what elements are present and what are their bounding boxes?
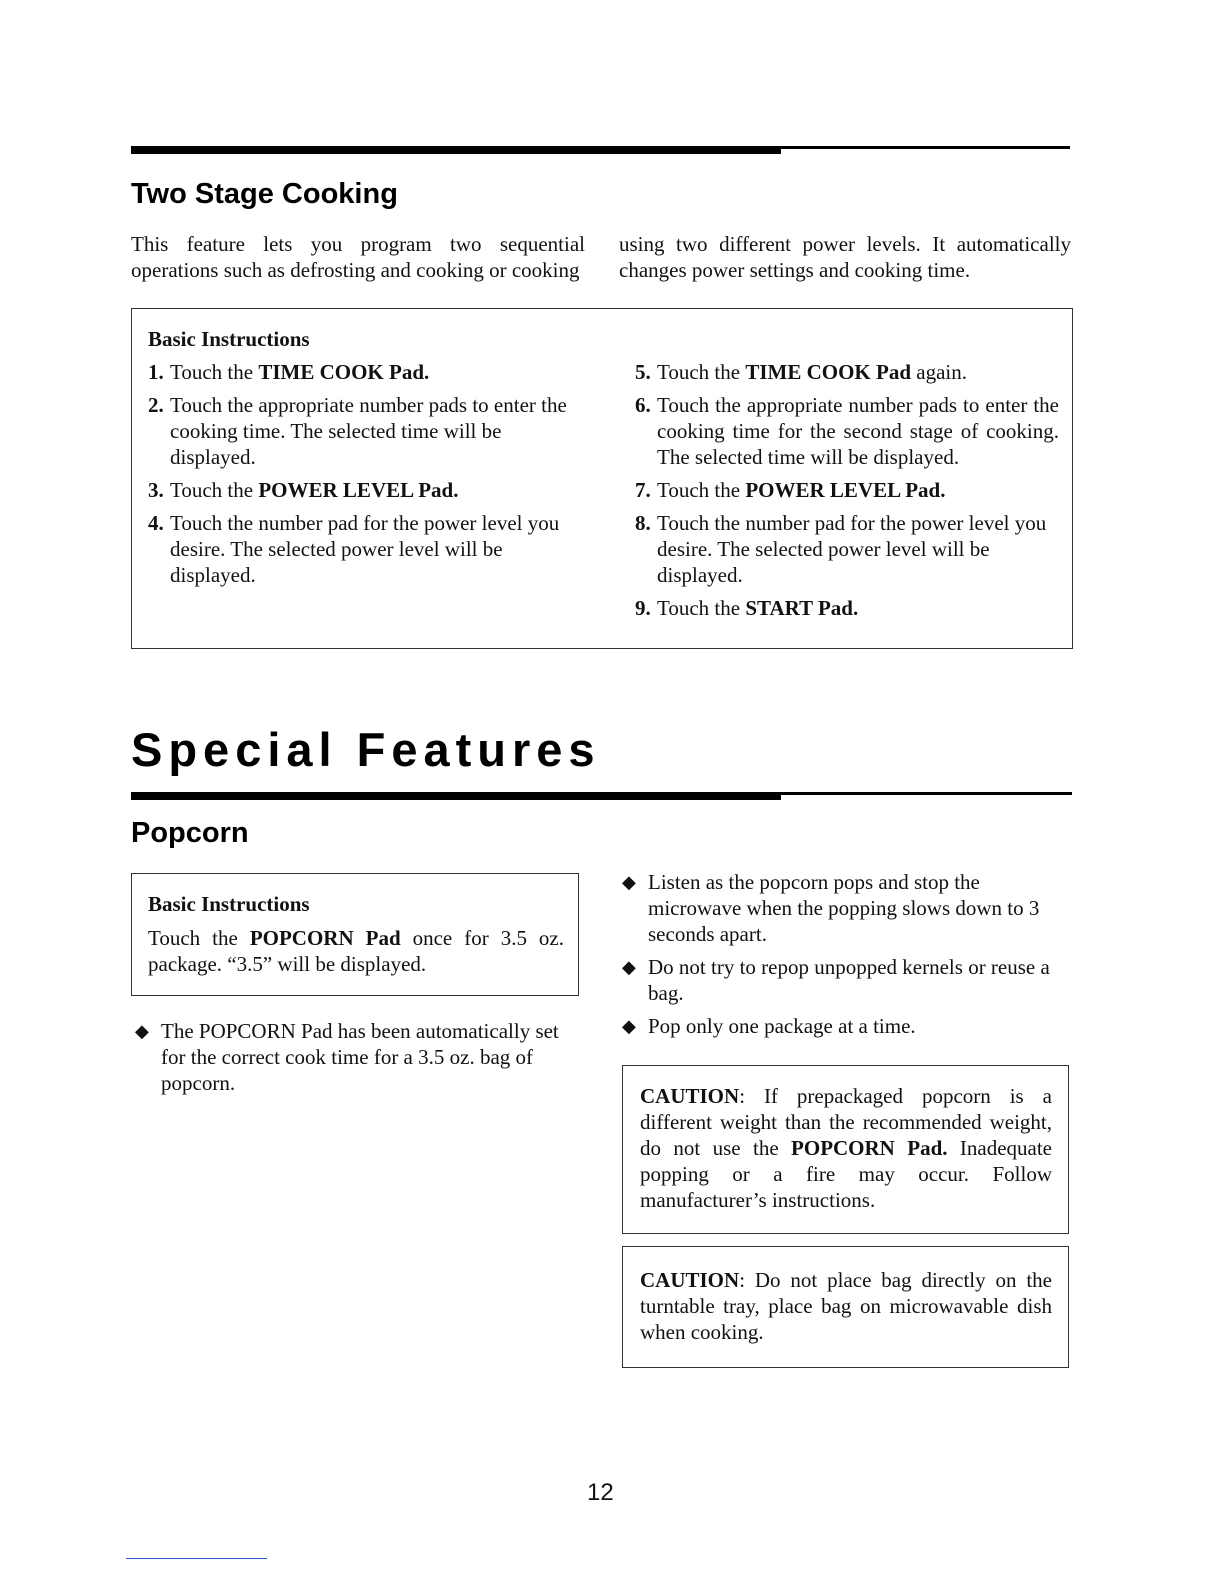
diamond-bullet-icon: ◆ xyxy=(135,1021,149,1041)
step-2: 2. Touch the appropriate number pads to enter the cooking time. The selected time will be displayed. xyxy=(148,393,567,469)
step-6: 6. Touch the appropriate number pads to enter the cooking time for the second stage of cooking. The selected time will be displayed. xyxy=(635,393,1059,469)
special-rule-thick xyxy=(131,792,781,800)
bullet-item: ◆ Listen as the popcorn pops and stop the microwave when the popping slows down to 3 seconds apart. xyxy=(622,870,1040,946)
caution-weight-text: CAUTION: If prepackaged popcorn is a different weight than the recommended weight, do not use the POPCORN Pad. Inadequate popping or a fire may occur. Follow manufacturer’s instructions. xyxy=(640,1084,1052,1212)
special-rule-thin xyxy=(781,792,1072,795)
popcorn-right-bullets xyxy=(622,869,1072,1046)
two-stage-intro-right: using two different power levels. It automatically changes power settings and cooking time. xyxy=(619,232,1071,282)
top-rule-thick xyxy=(131,146,781,154)
caution-placement-text: CAUTION: Do not place bag directly on the turntable tray, place bag on microwavable dish when cooking. xyxy=(640,1268,1052,1344)
popcorn-box-title: Basic Instructions xyxy=(148,892,310,916)
steps-left-column xyxy=(148,359,570,595)
step-1: 1. Touch the TIME COOK Pad. xyxy=(148,360,430,384)
diamond-bullet-icon: ◆ xyxy=(622,957,636,977)
popcorn-left-bullets xyxy=(135,1018,570,1103)
steps-right-column xyxy=(635,359,1059,628)
two-stage-intro-left: This feature lets you program two sequential operations such as defrosting and cooking or cooking xyxy=(131,232,585,282)
page-number: 12 xyxy=(587,1479,614,1506)
two-stage-instructions-box xyxy=(131,308,1073,649)
bullet-item: ◆ The POPCORN Pad has been automatically set for the correct cook time for a 3.5 oz. bag of popcorn. xyxy=(135,1019,559,1095)
popcorn-box-instruction: Touch the POPCORN Pad once for 3.5 oz. package. “3.5” will be displayed. xyxy=(148,926,565,976)
diamond-bullet-icon: ◆ xyxy=(622,1016,636,1036)
bottom-link-line xyxy=(126,1558,267,1559)
two-stage-box-title: Basic Instructions xyxy=(148,327,310,351)
step-8: 8. Touch the number pad for the power level you desire. The selected power level will be displayed. xyxy=(635,511,1047,587)
top-rule-thin xyxy=(781,146,1070,149)
popcorn-instructions-box xyxy=(131,873,579,996)
caution-box-weight xyxy=(622,1065,1069,1234)
step-5: 5. Touch the TIME COOK Pad again. xyxy=(635,360,968,384)
popcorn-title: Popcorn xyxy=(131,817,249,849)
bullet-item: ◆ Pop only one package at a time. xyxy=(622,1014,916,1038)
special-features-title: Special Features xyxy=(131,723,601,776)
step-4: 4. Touch the number pad for the power level you desire. The selected power level will be displayed. xyxy=(148,511,560,587)
bullet-item: ◆ Do not try to repop unpopped kernels or reuse a bag. xyxy=(622,955,1050,1005)
step-9: 9. Touch the START Pad. xyxy=(635,596,859,620)
step-7: 7. Touch the POWER LEVEL Pad. xyxy=(635,478,946,502)
caution-box-placement xyxy=(622,1246,1069,1368)
two-stage-title: Two Stage Cooking xyxy=(131,178,398,210)
step-3: 3. Touch the POWER LEVEL Pad. xyxy=(148,478,459,502)
diamond-bullet-icon: ◆ xyxy=(622,872,636,892)
